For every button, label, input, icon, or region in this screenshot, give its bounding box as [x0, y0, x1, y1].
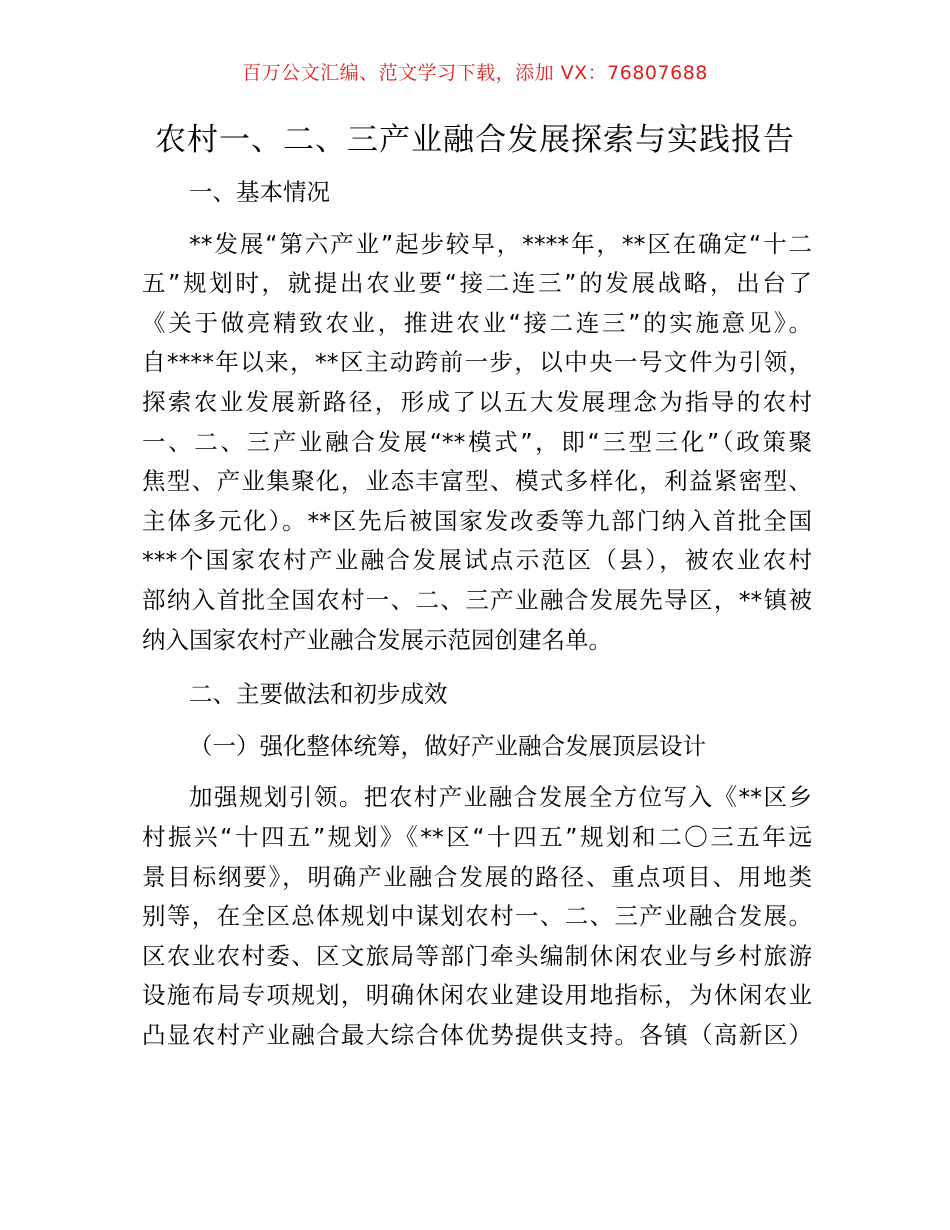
paragraph-line: 部纳入首批全国农村一、二、三产业融合发展先导区，**镇被 — [142, 585, 812, 614]
paragraph-line: 凸显农村产业融合最大综合体优势提供支持。各镇（高新区） — [142, 1020, 812, 1049]
paragraph-line: **发展“第六产业”起步较早，****年，**区在确定“十二 — [189, 229, 812, 258]
paragraph-line: 《关于做亮精致农业，推进农业“接二连三”的实施意见》。 — [142, 308, 812, 337]
paragraph-line: 景目标纲要》，明确产业融合发展的路径、重点项目、用地类 — [142, 862, 812, 891]
header-download-note: 百万公文汇编、范文学习下载，添加 VX：76807688 — [242, 62, 708, 84]
section-heading-main-practices: 二、主要做法和初步成效 — [189, 680, 448, 709]
paragraph-line: 村振兴“十四五”规划》《**区“十四五”规划和二〇三五年远 — [142, 822, 812, 851]
document-body — [142, 173, 812, 1055]
paragraph-planning-guidance — [142, 778, 812, 1055]
subsection-heading-overall-planning: （一）强化整体统筹，做好产业融合发展顶层设计 — [189, 731, 706, 760]
section-heading-basic-situation: 一、基本情况 — [189, 178, 330, 206]
paragraph-line: 主体多元化）。**区先后被国家发改委等九部门纳入首批全国 — [142, 506, 812, 535]
paragraph-basic-situation — [142, 225, 812, 661]
paragraph-line: 设施布局专项规划，明确休闲农业建设用地指标，为休闲农业 — [142, 981, 812, 1010]
document-title: 农村一、二、三产业融合发展探索与实践报告 — [155, 122, 795, 158]
paragraph-line: 一、二、三产业融合发展“**模式”，即“三型三化”（政策聚 — [142, 427, 812, 456]
paragraph-line: 焦型、产业集聚化，业态丰富型、模式多样化，利益紧密型、 — [142, 467, 812, 496]
paragraph-line: 区农业农村委、区文旅局等部门牵头编制休闲农业与乡村旅游 — [142, 941, 812, 970]
paragraph-line: 五”规划时，就提出农业要“接二连三”的发展战略，出台了 — [142, 269, 812, 298]
paragraph-line: 自****年以来，**区主动跨前一步，以中央一号文件为引领， — [142, 348, 812, 377]
paragraph-line: 探索农业发展新路径，形成了以五大发展理念为指导的农村 — [142, 387, 812, 416]
paragraph-line: 加强规划引领。把农村产业融合发展全方位写入《**区乡 — [189, 783, 812, 812]
paragraph-line: ***个国家农村产业融合发展试点示范区（县），被农业农村 — [142, 546, 812, 575]
paragraph-line: 纳入国家农村产业融合发展示范园创建名单。 — [142, 625, 612, 654]
paragraph-line: 别等，在全区总体规划中谋划农村一、二、三产业融合发展。 — [142, 902, 812, 931]
